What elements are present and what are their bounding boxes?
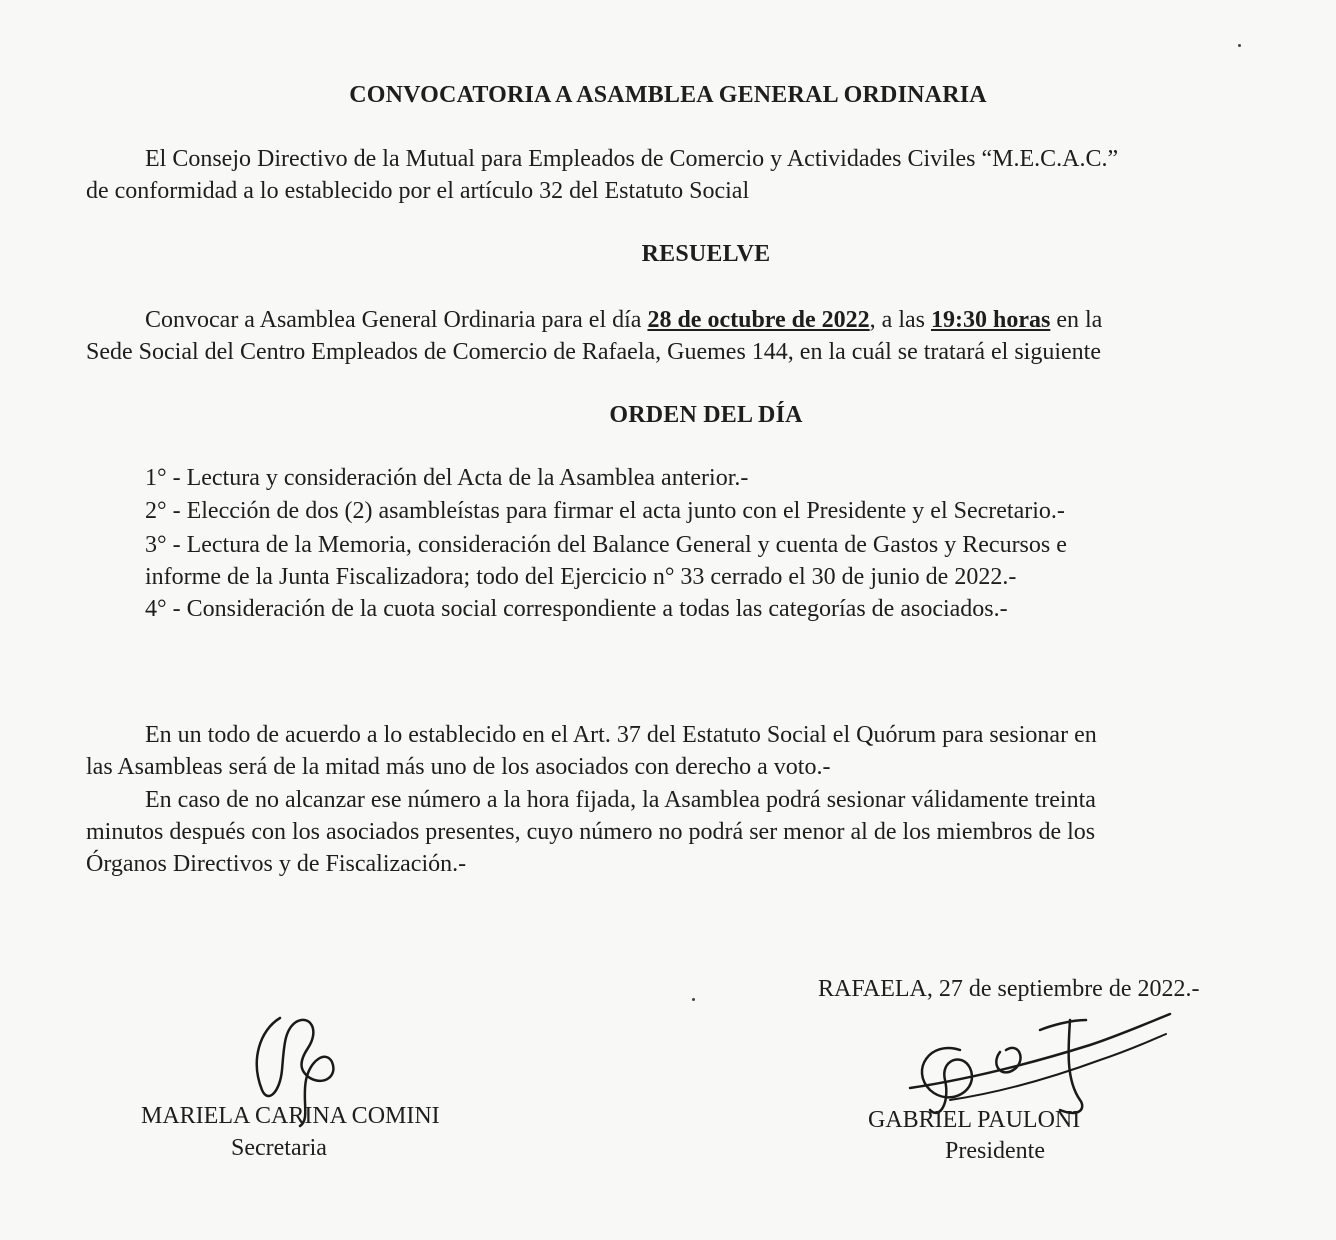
quorum-line-4: minutos después con los asociados presentes, cuyo número no podrá ser menor al de los miembros de los (86, 819, 1096, 845)
quorum-line-2: las Asambleas será de la mitad más uno de los asociados con derecho a voto.- (86, 754, 831, 780)
convocar-line-1 (145, 307, 1102, 334)
quorum-line-3: En caso de no alcanzar ese número a la hora fijada, la Asamblea podrá sesionar válidamente treinta (145, 787, 1096, 813)
secretary-name: MARIELA CARINA COMINI (141, 1103, 440, 1129)
convocar-text-b: , a las (869, 307, 931, 333)
convocar-line-2: Sede Social del Centro Empleados de Comercio de Rafaela, Guemes 144, en la cuál se tratará el siguiente (86, 339, 1101, 365)
orden-heading: ORDEN DEL DÍA (609, 402, 803, 428)
quorum-line-1: En un todo de acuerdo a lo establecido en el Art. 37 del Estatuto Social el Quórum para sesionar en (145, 722, 1097, 748)
place-date: RAFAELA, 27 de septiembre de 2022.- (818, 976, 1200, 1002)
orden-item-4: 4° - Consideración de la cuota social correspondiente a todas las categorías de asociados.- (145, 596, 1008, 622)
intro-line-1: El Consejo Directivo de la Mutual para Empleados de Comercio y Actividades Civiles “M.E.C.A.C.” (145, 146, 1119, 172)
president-name: GABRIEL PAULONI (868, 1107, 1081, 1133)
secretary-role: Secretaria (231, 1135, 327, 1161)
scan-speck (1238, 44, 1241, 47)
assembly-date: 28 de octubre de 2022 (647, 307, 870, 333)
orden-item-2: 2° - Elección de dos (2) asambleístas para firmar el acta junto con el Presidente y el Secretario.- (145, 498, 1065, 524)
quorum-line-5: Órganos Directivos y de Fiscalización.- (86, 851, 467, 877)
orden-item-1: 1° - Lectura y consideración del Acta de la Asamblea anterior.- (145, 465, 749, 491)
orden-item-3-line-1: 3° - Lectura de la Memoria, consideración del Balance General y cuenta de Gastos y Recursos e (145, 532, 1067, 558)
document-title: CONVOCATORIA A ASAMBLEA GENERAL ORDINARIA (349, 82, 987, 108)
orden-item-3-line-2: informe de la Junta Fiscalizadora; todo del Ejercicio n° 33 cerrado el 30 de junio de 2022.- (145, 564, 1017, 590)
president-role: Presidente (945, 1138, 1045, 1164)
scan-speck (692, 998, 695, 1001)
intro-line-2: de conformidad a lo establecido por el artículo 32 del Estatuto Social (86, 178, 750, 204)
assembly-time: 19:30 horas (930, 307, 1051, 333)
resuelve-heading: RESUELVE (641, 241, 771, 267)
convocar-text-a: Convocar a Asamblea General Ordinaria para el día (145, 307, 648, 333)
convocar-text-c: en la (1050, 307, 1103, 333)
